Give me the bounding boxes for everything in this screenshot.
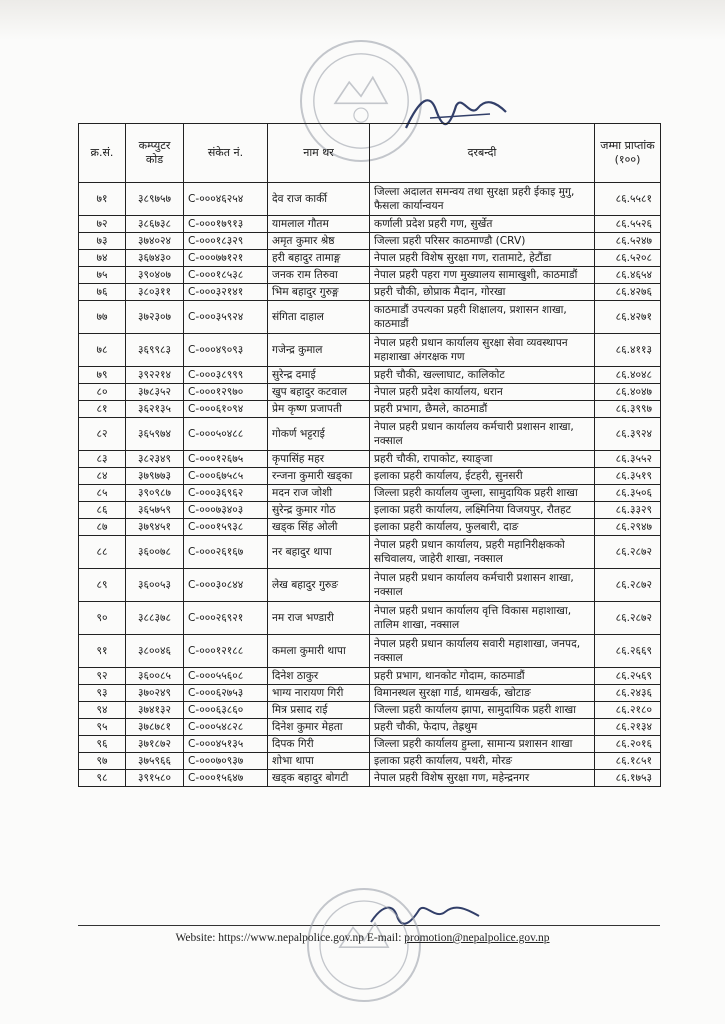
computer-code-cell: ३७०२४९ (126, 685, 184, 702)
score-cell: ८६.३९९७ (595, 401, 661, 418)
name-cell: खड्क बहादुर बोगटी (268, 770, 370, 787)
serial-cell: ८२ (79, 418, 126, 451)
score-cell: ८६.२५६९ (595, 668, 661, 685)
computer-code-cell: ३७८७८१ (126, 719, 184, 736)
serial-cell: ९३ (79, 685, 126, 702)
symbol-number-cell: C-०००४६२५४ (184, 183, 268, 216)
serial-cell: ७८ (79, 334, 126, 367)
table-row (79, 367, 661, 384)
symbol-number-cell: C-०००७३४०३ (184, 502, 268, 519)
name-cell: दिनेश ठाकुर (268, 668, 370, 685)
score-cell: ८६.२४३६ (595, 685, 661, 702)
score-cell: ८६.४११३ (595, 334, 661, 367)
posting-cell: प्रहरी प्रभाग, थानकोट गोदाम, काठमाडौं (370, 668, 595, 685)
header-posting: दरबन्दी (370, 124, 595, 183)
serial-cell: ८४ (79, 468, 126, 485)
computer-code-cell: ३७४०२४ (126, 233, 184, 250)
symbol-number-cell: C-०००४५१३५ (184, 736, 268, 753)
computer-code-cell: ३६००८५ (126, 668, 184, 685)
header-name: नाम थर (268, 124, 370, 183)
serial-cell: ८९ (79, 569, 126, 602)
symbol-number-cell: C-०००१२१८८ (184, 635, 268, 668)
posting-cell: इलाका प्रहरी कार्यालय, लक्ष्मिनिया विजयपुर, रौतहट (370, 502, 595, 519)
symbol-number-cell: C-०००४९०९३ (184, 334, 268, 367)
serial-cell: ७५ (79, 267, 126, 284)
name-cell: प्रेम कृष्ण प्रजापती (268, 401, 370, 418)
score-cell: ८६.३९२४ (595, 418, 661, 451)
posting-cell: कर्णाली प्रदेश प्रहरी गण, सुर्खेत (370, 216, 595, 233)
score-cell: ८६.१७५३ (595, 770, 661, 787)
table-row (79, 502, 661, 519)
table-row (79, 635, 661, 668)
computer-code-cell: ३६९९८३ (126, 334, 184, 367)
posting-cell: जिल्ला अदालत समन्वय तथा सुरक्षा प्रहरी ईकाइ मुगु, फैसला कार्यान्वयन (370, 183, 595, 216)
score-cell: ८६.२९४७ (595, 519, 661, 536)
score-cell: ८६.३५०६ (595, 485, 661, 502)
official-seal-bottom (307, 888, 421, 1002)
symbol-number-cell: C-०००१७९१३ (184, 216, 268, 233)
posting-cell: इलाका प्रहरी कार्यालय, ईटहरी, सुनसरी (370, 468, 595, 485)
serial-cell: ८८ (79, 536, 126, 569)
posting-cell: प्रहरी प्रभाग, छैमले, काठमाडौं (370, 401, 595, 418)
table-row (79, 685, 661, 702)
serial-cell: ७७ (79, 301, 126, 334)
posting-cell: जिल्ला प्रहरी कार्यालय जुम्ला, सामुदायिक प्रहरी शाखा (370, 485, 595, 502)
posting-cell: नेपाल प्रहरी प्रधान कार्यालय कर्मचारी प्रशासन शाखा, नक्साल (370, 418, 595, 451)
name-cell: संगिता दाहाल (268, 301, 370, 334)
name-cell: रन्जना कुमारी खड्का (268, 468, 370, 485)
table-row (79, 736, 661, 753)
symbol-number-cell: C-०००१२६७५ (184, 451, 268, 468)
serial-cell: ९४ (79, 702, 126, 719)
computer-code-cell: ३६००५३ (126, 569, 184, 602)
name-cell: नर बहादुर थापा (268, 536, 370, 569)
serial-cell: ७४ (79, 250, 126, 267)
computer-code-cell: ३७९४५१ (126, 519, 184, 536)
serial-cell: ८३ (79, 451, 126, 468)
serial-cell: ८५ (79, 485, 126, 502)
posting-cell: जिल्ला प्रहरी कार्यालय हुम्ला, सामान्य प्रशासन शाखा (370, 736, 595, 753)
score-cell: ८६.५५८१ (595, 183, 661, 216)
posting-cell: प्रहरी चौकी, फेदाप, तेह्रथुम (370, 719, 595, 736)
serial-cell: ८७ (79, 519, 126, 536)
computer-code-cell: ३८०३११ (126, 284, 184, 301)
symbol-number-cell: C-०००६१०९४ (184, 401, 268, 418)
table-row (79, 233, 661, 250)
serial-cell: ७१ (79, 183, 126, 216)
serial-cell: ७३ (79, 233, 126, 250)
table-row (79, 770, 661, 787)
serial-cell: ८६ (79, 502, 126, 519)
name-cell: खुप बहादुर कटवाल (268, 384, 370, 401)
name-cell: मदन राज जोशी (268, 485, 370, 502)
score-cell: ८६.४२७१ (595, 301, 661, 334)
name-cell: नम राज भण्डारी (268, 602, 370, 635)
serial-cell: ९७ (79, 753, 126, 770)
name-cell: खड्क सिंह ओली (268, 519, 370, 536)
symbol-number-cell: C-०००६२७५३ (184, 685, 268, 702)
table-header-row (79, 124, 661, 183)
email-label: E-mail: (366, 932, 402, 944)
serial-cell: ७६ (79, 284, 126, 301)
posting-cell: प्रहरी चौकी, रापाकोट, स्याङ्जा (370, 451, 595, 468)
score-cell: ८६.४६५४ (595, 267, 661, 284)
posting-cell: इलाका प्रहरी कार्यालय, फुलबारी, दाङ (370, 519, 595, 536)
name-cell: सुरेन्द्र दमाई (268, 367, 370, 384)
serial-cell: ९६ (79, 736, 126, 753)
posting-cell: नेपाल प्रहरी विशेष सुरक्षा गण, महेन्द्रनगर (370, 770, 595, 787)
posting-cell: जिल्ला प्रहरी परिसर काठमाण्डौ (CRV) (370, 233, 595, 250)
table-row (79, 519, 661, 536)
score-cell: ८६.२८७२ (595, 536, 661, 569)
computer-code-cell: ३९२२१४ (126, 367, 184, 384)
name-cell: कृपासिंह महर (268, 451, 370, 468)
score-cell: ८६.४०४८ (595, 367, 661, 384)
computer-code-cell: ३६००७८ (126, 536, 184, 569)
posting-cell: नेपाल प्रहरी प्रधान कार्यालय वृत्ति विकास महाशाखा, तालिम शाखा, नक्साल (370, 602, 595, 635)
table-row (79, 418, 661, 451)
name-cell: लेख बहादुर गुरुङ (268, 569, 370, 602)
posting-cell: नेपाल प्रहरी प्रधान कार्यालय सुरक्षा सेवा व्यवस्थापन महाशाखा अंगरक्षक गण (370, 334, 595, 367)
posting-cell: नेपाल प्रहरी प्रधान कार्यालय, प्रहरी महानिरीक्षकको सचिवालय, जाहेरी शाखा, नक्साल (370, 536, 595, 569)
score-cell: ८६.५५२६ (595, 216, 661, 233)
computer-code-cell: ३६५९७४ (126, 418, 184, 451)
page-footer (0, 932, 725, 944)
score-cell: ८६.२१३४ (595, 719, 661, 736)
symbol-number-cell: C-०००१२९७० (184, 384, 268, 401)
score-cell: ८६.२८७२ (595, 602, 661, 635)
posting-cell: नेपाल प्रहरी प्रधान कार्यालय सवारी महाशाखा, जनपद, नक्साल (370, 635, 595, 668)
symbol-number-cell: C-०००३२१४१ (184, 284, 268, 301)
score-cell: ८६.१८५१ (595, 753, 661, 770)
scan-edge-shadow (0, 0, 725, 40)
name-cell: अमृत कुमार श्रेष्ठ (268, 233, 370, 250)
score-cell: ८६.४०४७ (595, 384, 661, 401)
name-cell: देव राज कार्की (268, 183, 370, 216)
symbol-number-cell: C-०००१८५३८ (184, 267, 268, 284)
name-cell: हरी बहादुर तामाङ्ग (268, 250, 370, 267)
symbol-number-cell: C-०००७७१२१ (184, 250, 268, 267)
results-table (78, 123, 661, 787)
computer-code-cell: ३८६७३८ (126, 216, 184, 233)
symbol-number-cell: C-०००१५६४७ (184, 770, 268, 787)
symbol-number-cell: C-०००५४८२८ (184, 719, 268, 736)
posting-cell: नेपाल प्रहरी प्रदेश कार्यालय, धरान (370, 384, 595, 401)
name-cell: दिनेश कुमार मेहता (268, 719, 370, 736)
symbol-number-cell: C-०००७०९३७ (184, 753, 268, 770)
table-row (79, 250, 661, 267)
table-row (79, 485, 661, 502)
score-cell: ८६.३५५२ (595, 451, 661, 468)
table-row (79, 719, 661, 736)
table-row (79, 668, 661, 685)
symbol-number-cell: C-०००३८९९९ (184, 367, 268, 384)
name-cell: गोकर्ण भट्टराई (268, 418, 370, 451)
computer-code-cell: ३७९७७३ (126, 468, 184, 485)
posting-cell: जिल्ला प्रहरी कार्यालय झापा, सामुदायिक प्रहरी शाखा (370, 702, 595, 719)
symbol-number-cell: C-०००६७५८५ (184, 468, 268, 485)
table-row (79, 536, 661, 569)
computer-code-cell: ३८००४६ (126, 635, 184, 668)
serial-cell: ९२ (79, 668, 126, 685)
score-cell: ८६.२६६९ (595, 635, 661, 668)
name-cell: भाग्य नारायण गिरी (268, 685, 370, 702)
table-row (79, 216, 661, 233)
posting-cell: नेपाल प्रहरी पहरा गण मुख्यालय सामाखुशी, काठमाडौं (370, 267, 595, 284)
email-link[interactable]: promotion@nepalpolice.gov.np (404, 932, 550, 944)
computer-code-cell: ३६२१३५ (126, 401, 184, 418)
serial-cell: ९१ (79, 635, 126, 668)
computer-code-cell: ३६७४३० (126, 250, 184, 267)
name-cell: मित्र प्रसाद राई (268, 702, 370, 719)
computer-code-cell: ३७४१३२ (126, 702, 184, 719)
computer-code-cell: ३८९७५७ (126, 183, 184, 216)
symbol-number-cell: C-०००५५६०८ (184, 668, 268, 685)
serial-cell: ८१ (79, 401, 126, 418)
symbol-number-cell: C-०००१८३२९ (184, 233, 268, 250)
computer-code-cell: ३८८३७८ (126, 602, 184, 635)
name-cell: कमला कुमारी थापा (268, 635, 370, 668)
name-cell: गजेन्द्र कुमाल (268, 334, 370, 367)
header-serial: क्र.सं. (79, 124, 126, 183)
score-cell: ८६.५२४७ (595, 233, 661, 250)
posting-cell: नेपाल प्रहरी प्रधान कार्यालय कर्मचारी प्रशासन शाखा, नक्साल (370, 569, 595, 602)
table-row (79, 451, 661, 468)
table-row (79, 753, 661, 770)
symbol-number-cell: C-०००६३८६० (184, 702, 268, 719)
name-cell: यामलाल गौतम (268, 216, 370, 233)
symbol-number-cell: C-०००२६९२१ (184, 602, 268, 635)
name-cell: शोभा थापा (268, 753, 370, 770)
name-cell: भिम बहादुर गुरुङ्ग (268, 284, 370, 301)
symbol-number-cell: C-०००३५९२४ (184, 301, 268, 334)
table-row (79, 384, 661, 401)
posting-cell: प्रहरी चौकी, छोप्राक मैदान, गोरखा (370, 284, 595, 301)
posting-cell: विमानस्थल सुरक्षा गार्ड, थामखर्क, खोटाङ (370, 685, 595, 702)
serial-cell: ९८ (79, 770, 126, 787)
computer-code-cell: ३७५९६६ (126, 753, 184, 770)
header-total-score: जम्मा प्राप्तांक (१००) (595, 124, 661, 183)
name-cell: जनक राम तिरुवा (268, 267, 370, 284)
posting-cell: प्रहरी चौकी, खल्लाघाट, कालिकोट (370, 367, 595, 384)
header-computer-code: कम्प्युटर कोड (126, 124, 184, 183)
score-cell: ८६.२०१६ (595, 736, 661, 753)
serial-cell: ७९ (79, 367, 126, 384)
table-row (79, 284, 661, 301)
computer-code-cell: ३९१५८० (126, 770, 184, 787)
score-cell: ८६.४२७६ (595, 284, 661, 301)
table-row (79, 301, 661, 334)
table-row (79, 602, 661, 635)
table-row (79, 267, 661, 284)
symbol-number-cell: C-०००२६१६७ (184, 536, 268, 569)
posting-cell: नेपाल प्रहरी विशेष सुरक्षा गण, रातामाटे, हेटौंडा (370, 250, 595, 267)
computer-code-cell: ३६५७५९ (126, 502, 184, 519)
score-cell: ८६.३५१९ (595, 468, 661, 485)
serial-cell: ९५ (79, 719, 126, 736)
website-text: Website: https://www.nepalpolice.gov.np (175, 932, 365, 944)
score-cell: ८६.५२०८ (595, 250, 661, 267)
computer-code-cell: ३७८३५२ (126, 384, 184, 401)
serial-cell: ९० (79, 602, 126, 635)
computer-code-cell: ३९०९८७ (126, 485, 184, 502)
name-cell: दिपक गिरी (268, 736, 370, 753)
score-cell: ८६.२८७२ (595, 569, 661, 602)
table-row (79, 334, 661, 367)
serial-cell: ८० (79, 384, 126, 401)
score-cell: ८६.३३२९ (595, 502, 661, 519)
symbol-number-cell: C-०००५०४८८ (184, 418, 268, 451)
computer-code-cell: ३७२३०७ (126, 301, 184, 334)
header-symbol-number: संकेत नं. (184, 124, 268, 183)
computer-code-cell: ३९०४०७ (126, 267, 184, 284)
posting-cell: इलाका प्रहरी कार्यालय, पथरी, मोरङ (370, 753, 595, 770)
symbol-number-cell: C-०००३०८४४ (184, 569, 268, 602)
table-row (79, 468, 661, 485)
computer-code-cell: ३७१८७२ (126, 736, 184, 753)
table-row (79, 183, 661, 216)
symbol-number-cell: C-०००१५९३८ (184, 519, 268, 536)
table-row (79, 702, 661, 719)
symbol-number-cell: C-०००३६९६२ (184, 485, 268, 502)
score-cell: ८६.२१८० (595, 702, 661, 719)
posting-cell: काठमाडौं उपत्यका प्रहरी शिक्षालय, प्रशासन शाखा, काठमाडौं (370, 301, 595, 334)
computer-code-cell: ३८२३४९ (126, 451, 184, 468)
name-cell: सुरेन्द्र कुमार गोठ (268, 502, 370, 519)
table-row (79, 569, 661, 602)
serial-cell: ७२ (79, 216, 126, 233)
table-row (79, 401, 661, 418)
